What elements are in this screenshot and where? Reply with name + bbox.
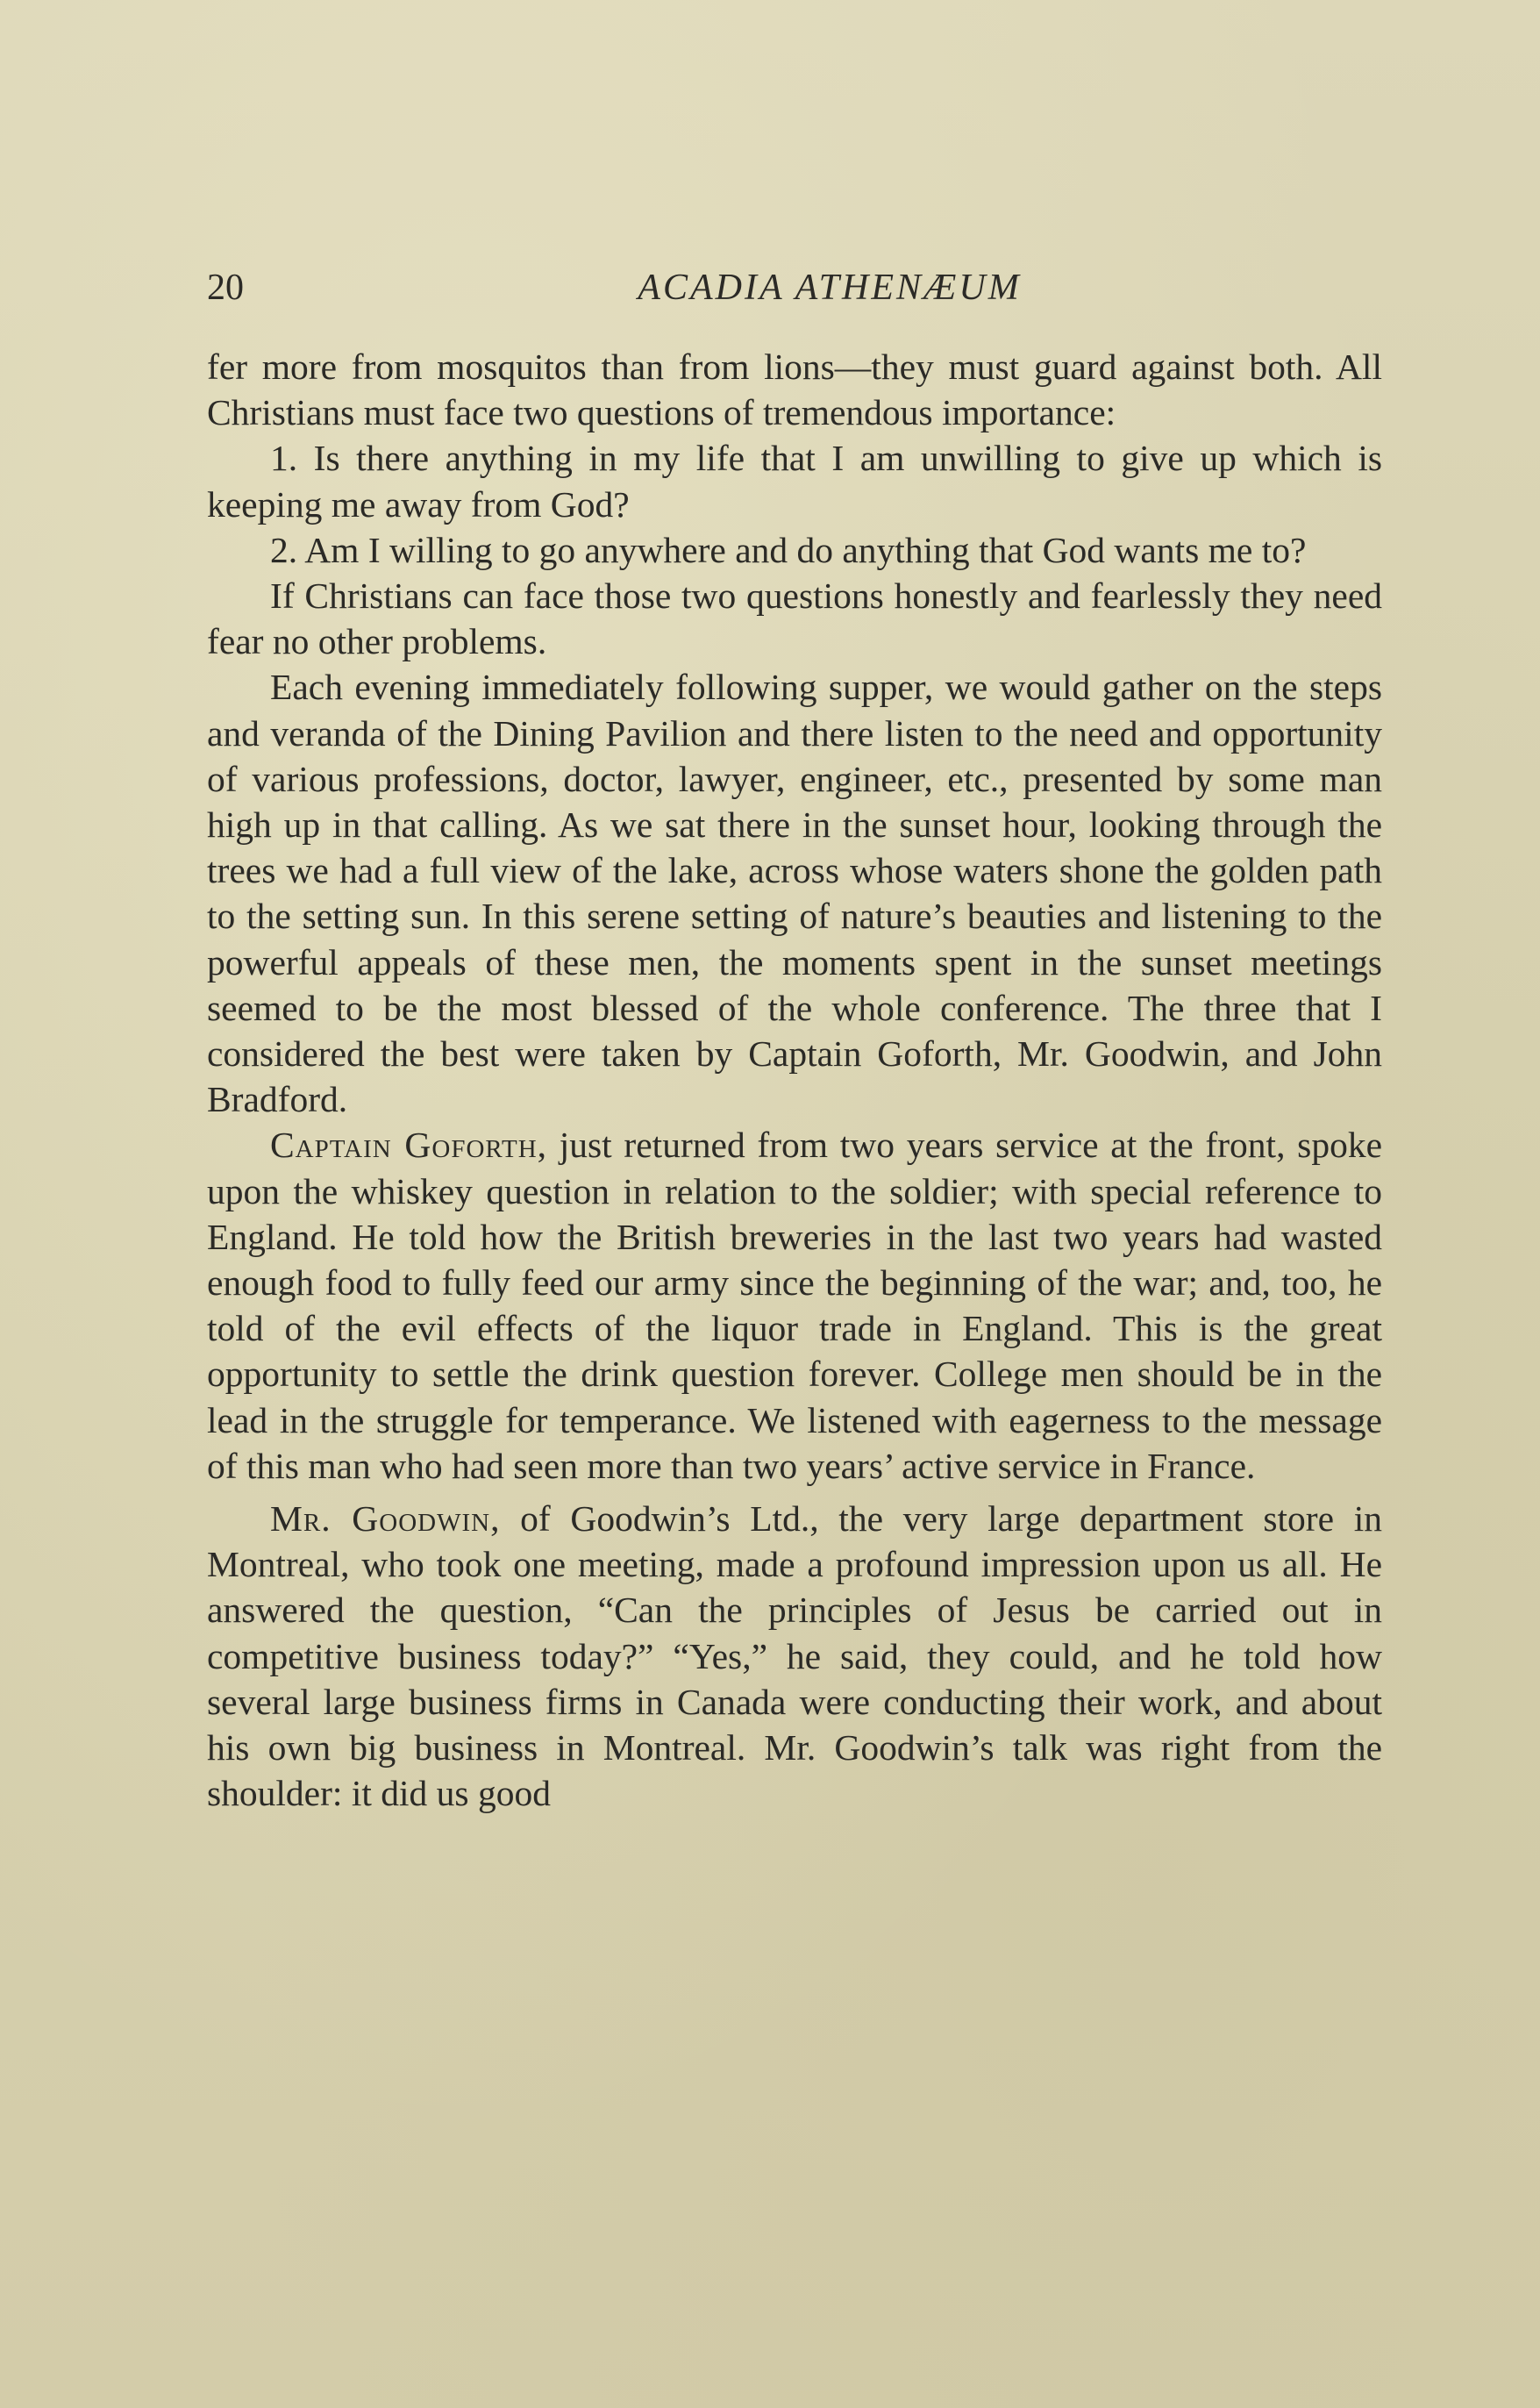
- paragraph-text: 1. Is there anything in my life that I am unwilling to give up which is keeping me away from God?: [207, 438, 1382, 525]
- paragraph-captain-goforth: [207, 1122, 1382, 1489]
- paragraph-text: just returned from two years service at the front, spoke upon the whiskey question in relation to the soldier; with special reference to England. He told how the British breweries in the last two years had wasted enough food to fully feed our army since the beginning of the war; and, too, he told of the evil effects of the liquor trade in England. This is the great opportunity to settle the drink question forever. College men should be in the lead in the struggle for temperance. We listened with eagerness to the message of this man who had seen more than two years’ active service in France.: [207, 1125, 1382, 1486]
- paragraph-questions-conclusion: [207, 573, 1382, 664]
- paragraph-text: of Goodwin’s Ltd., the very large department store in Montreal, who took one meeting, made a profound impression upon us all. He answered the question, “Can the principles of Jesus be carried out in competitive business today?” “Yes,” he said, they could, and he told how several large business firms in Canada were conducting their work, and about his own big business in Montreal. Mr. Goodwin’s talk was right from the shoulder: it did us good: [207, 1498, 1382, 1814]
- paragraph-text: 2. Am I willing to go anywhere and do anything that God wants me to?: [270, 529, 1307, 570]
- question-one: [207, 435, 1382, 526]
- page-number: 20: [207, 268, 244, 308]
- running-head: ACADIA ATHENÆUM: [638, 268, 1022, 308]
- body-text: [207, 344, 1382, 1817]
- paragraph-text: fer more from mosquitos than from lions—they must guard against both. All Christians must face two questions of tremendous importance:: [207, 347, 1382, 433]
- speaker-name: Mr. Goodwin,: [270, 1498, 501, 1540]
- paragraph-sunset-meetings: [207, 664, 1382, 1122]
- page-header: [207, 263, 1382, 316]
- paragraph-continuation: [207, 344, 1382, 435]
- question-two: [207, 527, 1382, 573]
- paragraph-text: Each evening immediately following supper, we would gather on the steps and veranda of the Dining Pavilion and there listen to the need and opportunity of various professions, doctor, lawyer, engineer, etc., presented by some man high up in that calling. As we sat there in the sunset hour, looking through the trees we had a full view of the lake, across whose waters shone the golden path to the setting sun. In this serene setting of nature’s beauties and listening to the powerful appeals of these men, the moments spent in the sunset meetings seemed to be the most blessed of the whole conference. The three that I considered the best were taken by Captain Goforth, Mr. Goodwin, and John Bradford.: [207, 667, 1382, 1120]
- paragraph-text: If Christians can face those two questions honestly and fearlessly they need fear no other problems.: [207, 575, 1382, 662]
- speaker-name: Captain Goforth,: [270, 1125, 548, 1166]
- paragraph-mr-goodwin: [207, 1496, 1382, 1816]
